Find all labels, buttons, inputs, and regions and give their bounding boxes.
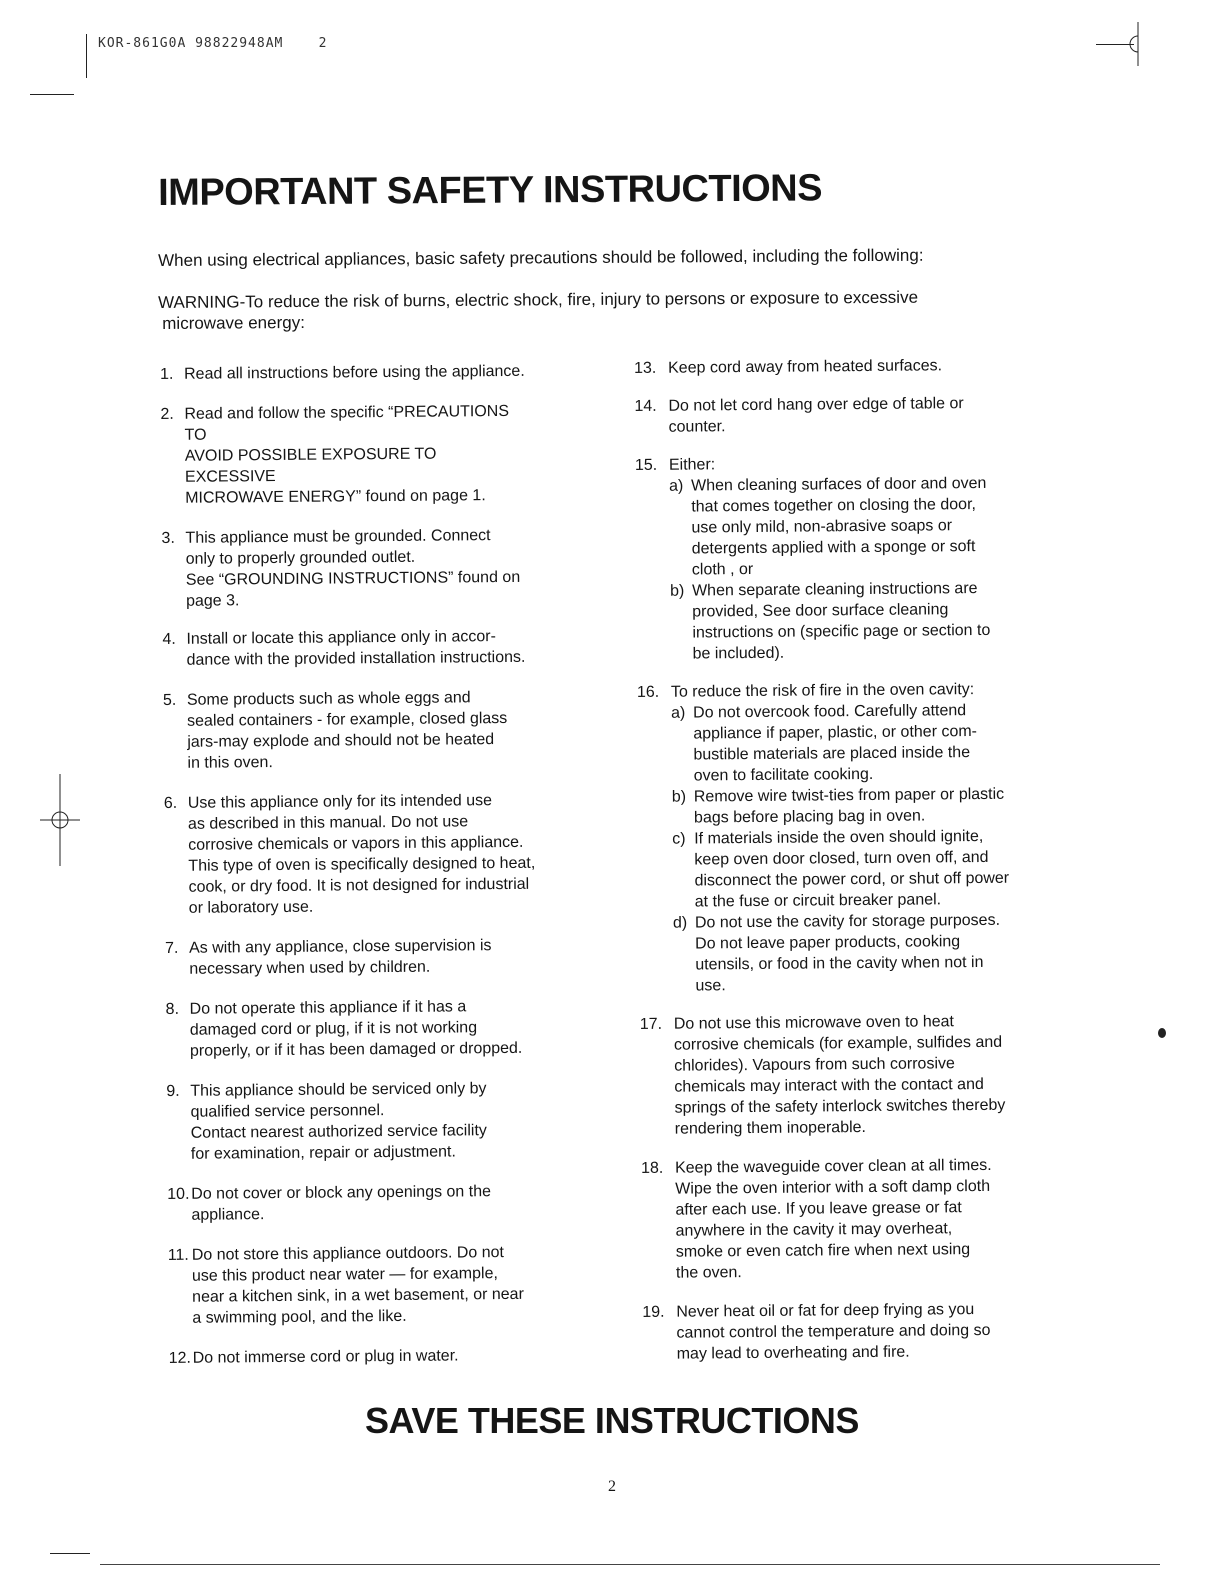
subitem-text-line: that comes together on closing the door, [691, 496, 976, 516]
instruction-subitem [671, 699, 1068, 786]
intro-text: When using electrical appliances, basic safety precautions should be followed, including the following: [158, 245, 924, 270]
crop-mark-top-left-vertical [86, 34, 87, 78]
save-instructions-heading: SAVE THESE INSTRUCTIONS [365, 1400, 859, 1441]
subitem-text-line: use. [695, 977, 726, 995]
item-text-line: dance with the provided installation instructions. [186, 648, 526, 669]
item-number: 12. [168, 1349, 192, 1367]
subitem-text-line: Remove wire twist-ties from paper or plastic [693, 785, 1005, 806]
item-number: 6. [163, 794, 178, 812]
item-number: 11. [167, 1246, 189, 1264]
item-text-line: Do not operate this appliance if it has a [189, 998, 467, 1018]
subitem-text-line: provided, See door surface cleaning [692, 601, 949, 621]
page-number: 2 [608, 1478, 616, 1495]
crop-mark-top-left-horizontal [30, 94, 74, 95]
item-text-line: Either: [668, 456, 716, 474]
instruction-subitem [670, 577, 1067, 664]
item-text-line: sealed containers - for example, closed glass [187, 709, 508, 730]
subitem-letter: d) [672, 914, 688, 932]
subitem-text-line: Do not leave paper products, cooking [695, 933, 961, 953]
item-number: 16. [636, 683, 660, 701]
item-text-line: a swimming pool, and the like. [192, 1307, 407, 1327]
subitem-text-line: utensils, or food in the cavity when not in [695, 953, 984, 974]
item-text-line: To reduce the risk of fire in the oven cavity: [670, 681, 975, 701]
item-text-line: as described in this manual. Do not use [187, 813, 469, 833]
item-text-line: counter. [668, 418, 726, 436]
document-code: KOR-861G0A 98822948AM 2 [98, 36, 328, 51]
subitem-text-line: If materials inside the oven should ignite, [694, 827, 984, 848]
item-text-line: only to properly grounded outlet. [185, 548, 416, 568]
item-number: 9. [166, 1082, 180, 1100]
instruction-item [166, 995, 597, 1062]
subitem-text-line: disconnect the power cord, or shut off power [694, 869, 1010, 890]
instruction-item [164, 789, 595, 919]
item-number: 8. [165, 1000, 180, 1018]
item-text-line: for examination, repair or adjustment. [190, 1143, 456, 1163]
subitem-text-line: instructions on (specific page or section to [692, 621, 991, 642]
item-number: 7. [165, 939, 179, 957]
subitem-letter: c) [672, 830, 686, 848]
subitem-letter: b) [669, 582, 685, 600]
instruction-subitem [672, 783, 1068, 828]
item-text-line: This appliance should be serviced only by [190, 1080, 487, 1100]
item-text-line: Keep cord away from heated surfaces. [668, 357, 943, 377]
item-text-line: Never heat oil or fat for deep frying as you [676, 1301, 975, 1321]
warning-text [158, 286, 1038, 334]
subitem-letter: a) [669, 477, 684, 495]
item-text-line: properly, or if it has been damaged or dropped. [189, 1039, 523, 1060]
subitem-letter: b) [671, 788, 687, 806]
item-text-line: jars-may explode and should not be heated [187, 731, 495, 751]
subitem-text-line: keep oven door closed, turn oven off, and [694, 848, 989, 869]
item-text-line: damaged cord or plug, if it is not working [189, 1019, 478, 1039]
item-number: 3. [161, 529, 175, 547]
item-text-line: Do not use this microwave oven to heat [673, 1013, 955, 1033]
item-text-line: rendering them inoperable. [674, 1119, 867, 1138]
item-text-line: may lead to overheating and fire. [676, 1343, 910, 1363]
item-text-line: use this product near water — for example, [191, 1265, 498, 1285]
item-text-line: Install or locate this appliance only in accor- [186, 628, 496, 648]
crop-mark-bottom-left-horizontal [50, 1553, 90, 1554]
subitem-text-line: Do not overcook food. Carefully attend [693, 702, 967, 722]
item-number: 17. [639, 1015, 663, 1033]
instructions-left-column [160, 360, 599, 1369]
item-text-line: in this oven. [187, 754, 273, 772]
instruction-item [634, 392, 1064, 438]
item-text-line: springs of the safety interlock switches thereby [674, 1096, 1006, 1117]
item-text-line: the oven. [675, 1264, 742, 1282]
subitem-text-line: When cleaning surfaces of door and oven [691, 474, 987, 495]
item-text-line: cannot control the temperature and doing so [676, 1321, 991, 1342]
instruction-item [635, 451, 1067, 665]
item-number: 13. [634, 359, 657, 377]
item-number: 4. [162, 630, 176, 648]
item-text-line: smoke or even catch fire when next using [675, 1241, 971, 1261]
instruction-item [165, 934, 595, 980]
warning-line: microwave energy: [162, 312, 305, 333]
subitem-text-line: bags before placing bag in oven. [693, 807, 926, 827]
item-text-line: corrosive chemicals or vapors in this appliance. [188, 833, 524, 854]
item-text-line: Read all instructions before using the appliance. [184, 362, 525, 383]
page-title: IMPORTANT SAFETY INSTRUCTIONS [158, 167, 823, 214]
item-text-line: Keep the waveguide cover clean at all times. [674, 1156, 992, 1177]
item-text-line: or laboratory use. [188, 898, 314, 917]
item-number: 14. [634, 397, 657, 415]
instruction-subitem [669, 472, 1066, 580]
instruction-item [162, 625, 592, 671]
item-number: 15. [634, 456, 658, 474]
subitem-text-line: detergents applied with a sponge or soft [691, 538, 976, 558]
subitem-text-line: bustible materials are placed inside the [693, 744, 971, 764]
item-number: 2. [160, 405, 174, 423]
instruction-subitem [673, 909, 1070, 996]
instructions-right-column [634, 354, 1073, 1365]
registration-mark-left [38, 774, 82, 866]
subitem-text-line: When separate cleaning instructions are [691, 580, 978, 600]
subitem-text-line: oven to facilitate cooking. [693, 765, 874, 785]
instruction-item [161, 524, 592, 612]
item-text-line: Use this appliance only for its intended use [187, 792, 493, 812]
item-text-line: MICROWAVE ENERGY” found on page 1. [185, 487, 486, 507]
item-text-line: appliance. [191, 1206, 265, 1224]
item-text-line: chemicals may interact with the contact and [674, 1075, 984, 1096]
item-text-line: As with any appliance, close supervision is [189, 937, 492, 957]
item-text-line: Do not let cord hang over edge of table or [668, 395, 964, 415]
crop-mark-bottom-rule [100, 1564, 1160, 1565]
item-text-line: This appliance must be grounded. Connect [185, 527, 491, 547]
item-text-line: near a kitchen sink, in a wet basement, or near [192, 1285, 524, 1306]
item-text-line: Contact nearest authorized service facility [190, 1122, 487, 1142]
instruction-item [169, 1344, 599, 1369]
item-text-line: page 3. [185, 592, 240, 610]
subitem-text-line: be included). [692, 644, 785, 663]
instruction-item [166, 1077, 597, 1165]
instruction-item [168, 1241, 599, 1329]
registration-mark-top-right [1126, 22, 1150, 66]
item-number: 10. [167, 1185, 190, 1203]
item-text-line: EXCESSIVE [184, 467, 276, 486]
item-text-line: Wipe the oven interior with a soft damp cloth [675, 1177, 991, 1198]
subitem-letter: a) [671, 704, 686, 722]
warning-line: WARNING-To reduce the risk of burns, electric shock, fire, injury to persons or exposure to excessive [158, 287, 919, 312]
subitem-text-line: cloth , or [691, 560, 754, 579]
instruction-item [642, 1298, 1073, 1365]
item-text-line: after each use. If you leave grease or fat [675, 1199, 962, 1219]
item-text-line: See “GROUNDING INSTRUCTIONS” found on [185, 568, 521, 589]
subitem-text-line: at the fuse or circuit breaker panel. [694, 891, 942, 911]
instruction-item [160, 360, 590, 385]
item-text-line: cook, or dry food. It is not designed for industrial [188, 875, 530, 896]
item-text-line: Do not immerse cord or plug in water. [192, 1347, 459, 1367]
item-number: 1. [160, 365, 174, 383]
item-text-line: Do not store this appliance outdoors. Do not [191, 1244, 505, 1264]
item-text-line: AVOID POSSIBLE EXPOSURE TO [184, 445, 437, 465]
subitem-text-line: appliance if paper, plastic, or other com- [693, 723, 978, 743]
item-text-line: qualified service personnel. [190, 1102, 385, 1121]
instruction-item [167, 1180, 597, 1226]
instruction-item [163, 686, 594, 774]
item-text-line: chlorides). Vapours from such corrosive [674, 1055, 955, 1075]
item-text-line: This type of oven is specifically designed to heat, [188, 854, 536, 875]
instruction-item [641, 1154, 1072, 1284]
item-number: 5. [162, 691, 177, 709]
scan-dot [1158, 1028, 1166, 1038]
instruction-item [634, 354, 1064, 379]
item-text-line: TO [184, 426, 207, 444]
item-number: 18. [640, 1159, 664, 1177]
subitem-text-line: use only mild, non-abrasive soaps or [691, 517, 953, 537]
item-number: 19. [642, 1303, 665, 1321]
item-text-line: Some products such as whole eggs and [186, 689, 471, 709]
item-text-line: necessary when used by children. [189, 958, 431, 978]
subitem-text-line: Do not use the cavity for storage purposes. [694, 911, 1001, 932]
instruction-item [160, 400, 591, 509]
instruction-item [637, 678, 1070, 997]
item-text-line: anywhere in the cavity it may overheat, [675, 1220, 953, 1240]
instruction-subitem [672, 825, 1069, 912]
instruction-item [640, 1010, 1071, 1140]
item-text-line: corrosive chemicals (for example, sulfides and [673, 1033, 1003, 1054]
item-text-line: Do not cover or block any openings on the [191, 1183, 492, 1203]
item-text-line: Read and follow the specific “PRECAUTIONS [184, 402, 510, 423]
